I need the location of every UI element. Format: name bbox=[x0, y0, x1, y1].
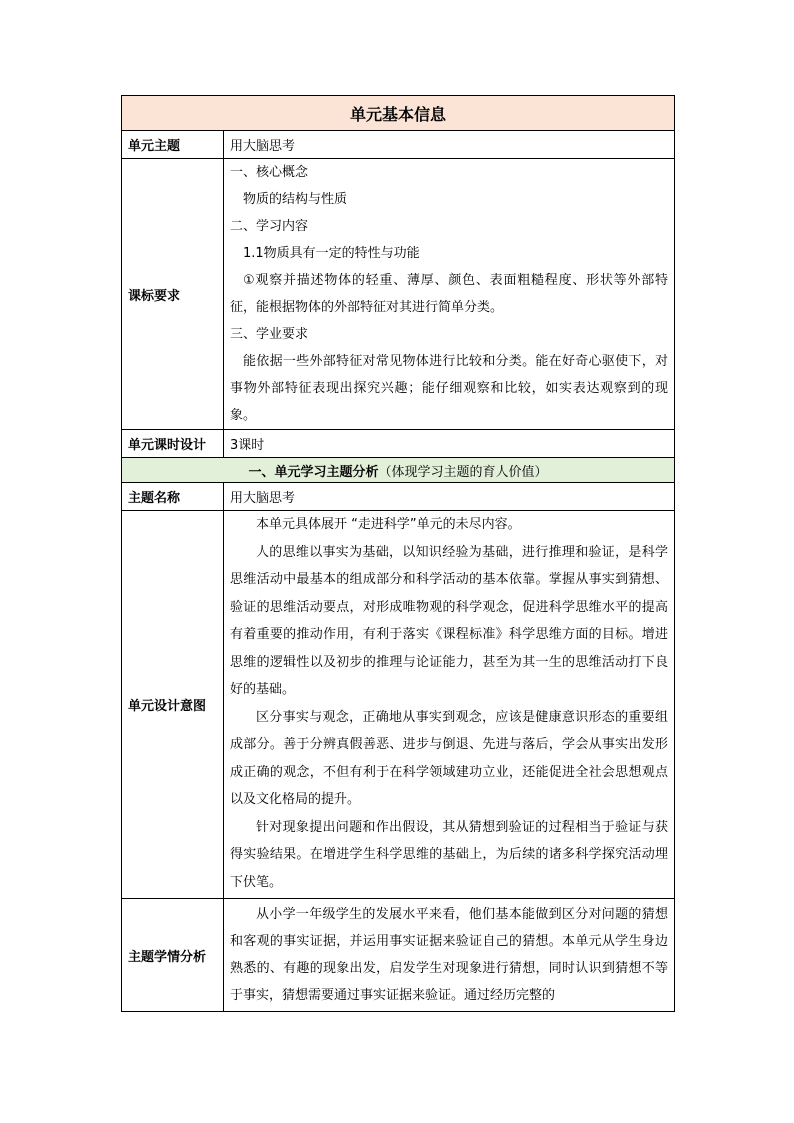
standard-row bbox=[122, 159, 675, 430]
unit-info-table bbox=[121, 95, 675, 1012]
intent-label: 单元设计意图 bbox=[122, 511, 224, 899]
section-header-bold: 一、单元学习主题分析 bbox=[248, 464, 379, 480]
standard-line: 三、学业要求 bbox=[230, 327, 309, 342]
analysis-paragraph: 从小学一年级学生的发展水平来看，他们基本能做到区分对问题的猜想和客观的事实证据，并运用事实证据来验证自己的猜想。本单元从学生身边熟悉的、有趣的现象出发，启发学生对现象进行猜想，同时认识到猜想不等于事实，猜想需要通过事实证据来验证。通过经历完整的 bbox=[230, 907, 669, 1003]
theme-label: 单元主题 bbox=[122, 131, 224, 159]
standard-line: 物质的结构与性质 bbox=[243, 192, 348, 207]
section-header-row bbox=[122, 458, 675, 483]
topic-name-value: 用大脑思考 bbox=[224, 483, 675, 511]
intent-row bbox=[122, 511, 675, 899]
analysis-content bbox=[224, 899, 675, 1012]
standard-line: 能依据一些外部特征对常见物体进行比较和分类。能在好奇心驱使下，对事物外部特征表现出探究兴趣；能仔细观察和比较，如实表达观察到的现象。 bbox=[230, 354, 669, 423]
standard-label: 课标要求 bbox=[122, 159, 224, 430]
standard-line: 一、核心概念 bbox=[230, 165, 309, 180]
hours-value: 3课时 bbox=[224, 430, 675, 458]
standard-line: ①观察并描述物体的轻重、薄厚、颜色、表面粗糙程度、形状等外部特征，能根据物体的外部特征对其进行简单分类。 bbox=[230, 273, 669, 315]
table-title: 单元基本信息 bbox=[122, 96, 675, 131]
table-title-row bbox=[122, 96, 675, 131]
theme-row bbox=[122, 131, 675, 159]
standard-line: 1.1物质具有一定的特性与功能 bbox=[243, 246, 420, 261]
topic-name-row bbox=[122, 483, 675, 511]
standard-line: 二、学习内容 bbox=[230, 219, 309, 234]
section-header-note: （体现学习主题的育人价值） bbox=[378, 464, 548, 480]
hours-label: 单元课时设计 bbox=[122, 430, 224, 458]
hours-row bbox=[122, 430, 675, 458]
intent-paragraph: 本单元具体展开 “走进科学”单元的未尽内容。 bbox=[256, 517, 521, 532]
theme-value: 用大脑思考 bbox=[224, 131, 675, 159]
standard-content bbox=[224, 159, 675, 430]
topic-name-label: 主题名称 bbox=[122, 483, 224, 511]
intent-paragraph: 区分事实与观念，正确地从事实到观念，应该是健康意识形态的重要组成部分。善于分辨真假善恶、进步与倒退、先进与落后，学会从事实出发形成正确的观念，不但有利于在科学领域建功立业，还能促进全社会思想观点以及文化格局的提升。 bbox=[230, 709, 669, 807]
section-header bbox=[122, 458, 675, 483]
intent-paragraph: 人的思维以事实为基础，以知识经验为基础，进行推理和验证，是科学思维活动中最基本的组成部分和科学活动的基本依靠。掌握从事实到猜想、验证的思维活动要点，对形成唯物观的科学观念，促进科学思维水平的提高有着重要的推动作用，有利于落实《课程标准》科学思维方面的目标。增进思维的逻辑性以及初步的推理与论证能力，甚至为其一生的思维活动打下良好的基础。 bbox=[230, 544, 669, 697]
analysis-label: 主题学情分析 bbox=[122, 899, 224, 1012]
analysis-text-clip bbox=[230, 899, 668, 1011]
intent-paragraph: 针对现象提出问题和作出假设，其从猜想到验证的过程相当于验证与获得实验结果。在增进学生科学思维的基础上，为后续的诸多科学探究活动埋下伏笔。 bbox=[230, 819, 669, 890]
intent-content bbox=[224, 511, 675, 899]
analysis-row bbox=[122, 899, 675, 1012]
